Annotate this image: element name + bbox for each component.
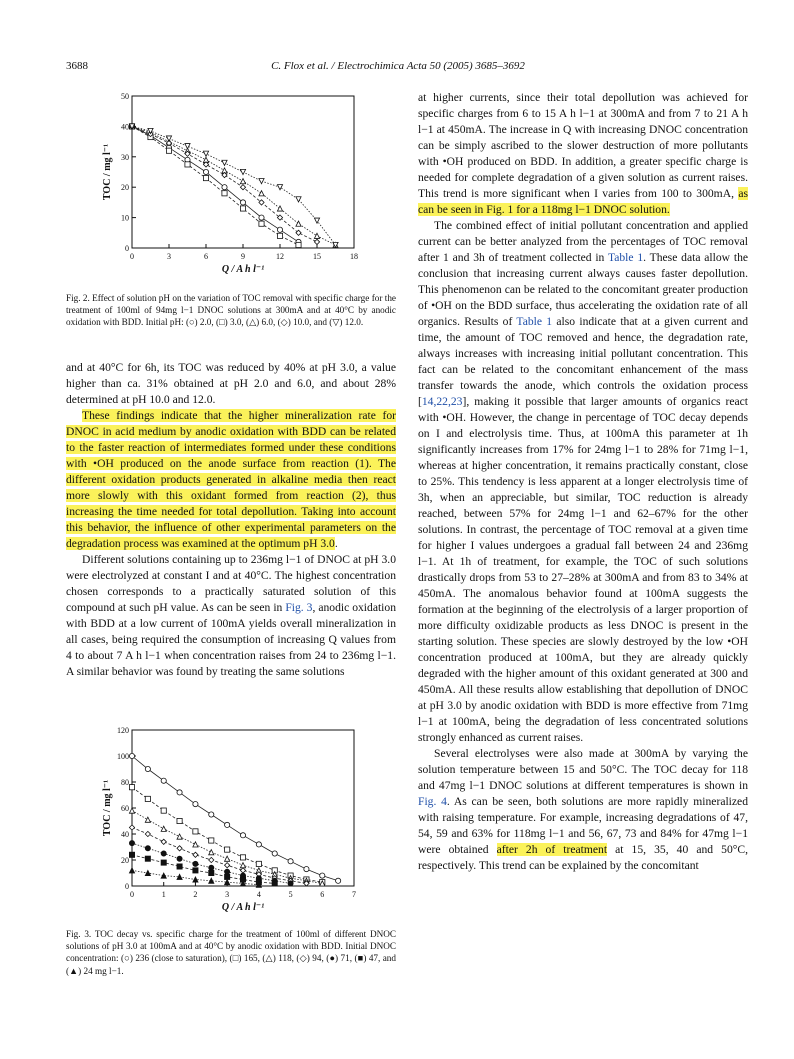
data-point bbox=[177, 846, 182, 851]
figure-3-chart bbox=[84, 722, 374, 918]
data-point bbox=[129, 852, 134, 857]
figure-2-chart bbox=[84, 88, 374, 280]
data-point bbox=[177, 864, 182, 869]
page-header bbox=[66, 60, 730, 76]
paragraph: These findings indicate that the higher mineralization rate for DNOC in acid medium by anodic oxidation with BDD can be related to the faster reaction of intermediates formed under these conditions with •OH produced on the anode surface from reaction (1). The different oxidation products generated in alkaline media then react more slowly with this oxidant formed from reaction (2), thus increasing the time needed for total depollution. Taking into account this behavior, the influence of other experimental parameters on the degradation process was examined at the optimum pH 3.0. bbox=[66, 409, 396, 550]
data-point bbox=[177, 834, 182, 839]
x-axis-label: Q / A h l⁻¹ bbox=[221, 264, 265, 275]
data-point bbox=[296, 221, 301, 226]
highlighted-passage: after 2h of treatment bbox=[496, 843, 608, 856]
paragraph: Several electrolyses were also made at 300mA by varying the solution temperature between 15 and 50°C. The TOC decay for 118 and 47mg l−1 DNOC solutions at different temperatures is shown in Fig. 4. As can be seen, both solutions are more rapidly mineralized with raising temperature. For example, increasing degradations of 47, 54, 59 and 63% for 118mg l−1 and 56, 67, 73 and 84% for 47mg l−1 were obtained after 2h of treatment at 15, 35, 40 and 50°C, respectively. This trend can be explained by the concomitant bbox=[418, 747, 749, 872]
x-tick-label: 7 bbox=[352, 890, 356, 899]
data-point bbox=[256, 861, 261, 866]
data-point bbox=[177, 856, 182, 861]
x-axis-label: Q / A h l⁻¹ bbox=[221, 902, 265, 913]
paragraph: Different solutions containing up to 236mg l−1 of DNOC at pH 3.0 were electrolyzed at constant I and at 40°C. The highest concentration chosen corresponds to a practically saturated solution of this compound at such pH value. As can be seen in Fig. 3, anodic oxidation with BDD at a low current of 100mA yields overall mineralization in all cases, being required the consumption of increasing Q values from 4 to about 7 A h l−1 when concentration raises from 24 to 236mg l−1. A similar behavior was found by treating the same solutions bbox=[66, 553, 397, 678]
y-tick-label: 20 bbox=[121, 856, 129, 865]
series-ph-10-0 bbox=[129, 124, 319, 245]
right-column bbox=[418, 90, 748, 874]
data-point bbox=[304, 867, 309, 872]
data-point bbox=[277, 206, 282, 211]
data-point bbox=[225, 856, 230, 861]
data-point bbox=[161, 826, 166, 831]
x-tick-label: 6 bbox=[204, 252, 208, 261]
data-point bbox=[185, 144, 190, 149]
x-tick-label: 3 bbox=[225, 890, 230, 899]
data-point bbox=[209, 870, 214, 875]
data-point bbox=[203, 169, 208, 174]
data-point bbox=[314, 233, 319, 238]
x-tick-label: 12 bbox=[276, 252, 284, 261]
x-tick-label: 4 bbox=[256, 890, 261, 899]
figure-3-caption: Fig. 3. TOC decay vs. specific charge for the treatment of 100ml of different DNOC solutions of pH 3.0 at 100mA and at 40°C by anodic oxidation with BDD. Initial DNOC concentration: (○) 236 (close to saturation), (□) 165, (△) 118, (◇) 94, (●) 71, (■) 47, and (▲) 24 mg l−1. bbox=[66, 929, 396, 976]
table-link[interactable]: Table 1 bbox=[516, 315, 553, 328]
x-tick-label: 6 bbox=[320, 890, 325, 899]
x-tick-label: 5 bbox=[288, 890, 293, 899]
data-point bbox=[256, 842, 261, 847]
series-line bbox=[132, 855, 275, 884]
data-point bbox=[277, 227, 282, 232]
data-point bbox=[277, 185, 282, 190]
data-point bbox=[161, 851, 166, 856]
data-point bbox=[129, 808, 134, 813]
data-point bbox=[272, 881, 277, 886]
y-tick-label: 50 bbox=[121, 92, 129, 101]
series-line bbox=[132, 828, 306, 884]
series-line bbox=[132, 126, 299, 241]
series-ph-2-0 bbox=[129, 124, 301, 245]
data-point bbox=[129, 753, 134, 758]
page-number: 3688 bbox=[66, 60, 88, 72]
citation-link[interactable]: 14,22,23 bbox=[421, 395, 463, 408]
data-point bbox=[145, 856, 150, 861]
data-point bbox=[259, 215, 264, 220]
data-point bbox=[225, 863, 230, 868]
y-tick-label: 80 bbox=[121, 778, 129, 787]
data-point bbox=[209, 865, 214, 870]
data-point bbox=[129, 868, 134, 873]
data-point bbox=[277, 233, 282, 238]
y-tick-label: 0 bbox=[125, 882, 129, 891]
data-point bbox=[145, 831, 150, 836]
x-tick-label: 15 bbox=[313, 252, 321, 261]
y-axis-label: TOC / mg l⁻¹ bbox=[102, 143, 113, 201]
y-tick-label: 100 bbox=[117, 752, 129, 761]
data-point bbox=[320, 873, 325, 878]
figure-2-caption: Fig. 2. Effect of solution pH on the variation of TOC removal with specific charge for the treatment of 100ml of 94mg l−1 DNOC solutions at 300mA and at 40°C by anodic oxidation with BDD. Initial pH: (○) 2.0, (□) 3.0, (△) 6.0, (◇) 10.0, and (▽) 12.0. bbox=[66, 293, 396, 328]
table-link[interactable]: Table 1 bbox=[607, 251, 644, 264]
data-point bbox=[129, 825, 134, 830]
data-point bbox=[145, 766, 150, 771]
series-line bbox=[132, 126, 336, 245]
data-point bbox=[225, 869, 230, 874]
data-point bbox=[193, 802, 198, 807]
y-tick-label: 30 bbox=[121, 152, 129, 162]
data-point bbox=[209, 838, 214, 843]
running-title: C. Flox et al. / Electrochimica Acta 50 (2005) 3685–3692 bbox=[271, 60, 525, 72]
x-tick-label: 0 bbox=[130, 252, 134, 261]
data-point bbox=[209, 850, 214, 855]
data-point bbox=[166, 148, 171, 153]
data-point bbox=[259, 200, 264, 205]
series-94 bbox=[129, 825, 309, 886]
data-point bbox=[129, 841, 134, 846]
data-point bbox=[240, 206, 245, 211]
data-point bbox=[177, 818, 182, 823]
data-point bbox=[145, 870, 150, 875]
y-axis-label: TOC / mg l⁻¹ bbox=[102, 779, 113, 837]
data-point bbox=[288, 881, 293, 886]
data-point bbox=[193, 829, 198, 834]
data-point bbox=[177, 790, 182, 795]
figure-link[interactable]: Fig. 4 bbox=[418, 795, 447, 808]
data-point bbox=[225, 847, 230, 852]
data-point bbox=[161, 778, 166, 783]
data-point bbox=[259, 191, 264, 196]
x-tick-label: 18 bbox=[350, 252, 358, 261]
data-point bbox=[336, 878, 341, 883]
data-point bbox=[145, 817, 150, 822]
data-point bbox=[185, 162, 190, 167]
data-point bbox=[161, 860, 166, 865]
data-point bbox=[193, 861, 198, 866]
paragraph: at higher currents, since their total depollution was achieved for specific charges from 6 to 15 A h l−1 at 300mA and from 7 to 21 A h l−1 at 450mA. The increase in Q with increasing DNOC concentration can be simply ascribed to the slower destruction of more pollutants with •OH produced on BDD. In addition, a greater specific charge is needed for complete degradation of a given solution as current raises. This trend is more significant when I varies from 100 to 300mA, as can be seen in Fig. 1 for a 118mg l−1 DNOC solution. bbox=[418, 91, 748, 216]
data-point bbox=[240, 833, 245, 838]
series-line bbox=[132, 126, 299, 245]
data-point bbox=[193, 852, 198, 857]
data-point bbox=[240, 863, 245, 868]
data-point bbox=[259, 221, 264, 226]
y-tick-label: 120 bbox=[117, 726, 129, 735]
data-point bbox=[288, 859, 293, 864]
paragraph: The combined effect of initial pollutant concentration and applied current can be better analyzed from the percentages of TOC removal after 1 and 3h of treatment collected in Table 1. These data allow the conclusion that increasing current always causes faster depollution. This phenomenon can be related to the concomitant greater production of •OH on the BDD surface, thus accelerating the oxidation rate of all organics. Results of Table 1 also indicate that at a given current and time, the amount of TOC removed and hence, the degradation rate, always increases with increasing initial pollutant concentration. This fact can be related to the concomitant enhancement of the mass transfer towards the anode, which controls the oxidation process [14,22,23], making it possible that larger amounts of organics react with •OH. However, the change in percentage of TOC decay depends on I and electrolysis time. Thus, at 100mA this parameter at 1h significantly increases from 17% for 24mg l−1 to 28% for 71mg l−1, whereas at higher concentration, it remains practically constant, close to 25%. This tendency is less apparent at a longer electrolysis time of 3h, when an appreciable, but similar, TOC reduction is already reached, between 57% for 24mg l−1 and 62–67% for the other solutions. In contrast, the percentage of TOC removal at a given time for higher I values undergoes a gradual fall between 24 and 236mg l−1. At 1h of treatment, for example, the TOC of such solutions drastically drops from 53 to 27–28% at 300mA and from 83 to 34% at 450mA. The anomalous behavior found at 100mA suggests the formation at the beginning of the electrolysis of a larger proportion of more difficulty oxidizable products as less DNOC is present in the starting solution. These species are slowly destroyed by the low •OH concentration produced at 100mA, but they are already quickly degraded with the higher amount of this oxidant generated at 300 and 450mA. All these results allow establishing that depollution of DNOC at pH 3.0 by anodic oxidation with BDD is more effective from 71mg l−1 at 100mA, being the degradation of less concentrated solutions strongly enhanced as current raises. bbox=[418, 219, 749, 744]
data-point bbox=[161, 808, 166, 813]
data-point bbox=[193, 877, 198, 882]
data-point bbox=[166, 136, 171, 141]
data-point bbox=[296, 197, 301, 202]
y-tick-label: 40 bbox=[121, 830, 129, 839]
x-tick-label: 0 bbox=[130, 890, 134, 899]
data-point bbox=[314, 239, 319, 244]
x-tick-label: 3 bbox=[167, 252, 171, 261]
data-point bbox=[129, 785, 134, 790]
series-ph-3-0 bbox=[129, 124, 301, 248]
data-point bbox=[209, 812, 214, 817]
y-tick-label: 10 bbox=[121, 213, 129, 223]
data-point bbox=[240, 200, 245, 205]
data-point bbox=[296, 242, 301, 247]
data-point bbox=[240, 185, 245, 190]
figure-link[interactable]: Fig. 3 bbox=[285, 601, 313, 614]
highlighted-passage: These findings indicate that the higher mineralization rate for DNOC in acid medium by anodic oxidation with BDD can be related to the faster reaction of intermediates formed under these conditions with •OH produced on the anode surface from reaction (1). The different oxidation products generated in alkaline media then react more slowly with this oxidant formed from reaction (2), thus increasing the time needed for total depollution. Taking into account this behavior, the influence of other experimental parameters on the degradation process was examined at the optimum pH 3.0 bbox=[66, 409, 396, 550]
highlighted-passage: as can be seen in Fig. 1 for a 118mg l−1 DNOC solution. bbox=[418, 187, 748, 216]
y-tick-label: 60 bbox=[121, 804, 129, 813]
y-tick-label: 20 bbox=[121, 183, 129, 193]
data-point bbox=[272, 851, 277, 856]
x-tick-label: 1 bbox=[161, 890, 166, 899]
y-tick-label: 0 bbox=[125, 244, 129, 253]
left-column-upper bbox=[66, 360, 396, 680]
x-tick-label: 2 bbox=[193, 890, 198, 899]
data-point bbox=[145, 796, 150, 801]
series-line bbox=[132, 126, 336, 245]
data-point bbox=[240, 868, 245, 873]
data-point bbox=[145, 846, 150, 851]
data-point bbox=[222, 185, 227, 190]
data-point bbox=[240, 855, 245, 860]
y-tick-label: 40 bbox=[121, 122, 129, 132]
data-point bbox=[161, 839, 166, 844]
data-point bbox=[203, 175, 208, 180]
data-point bbox=[209, 857, 214, 862]
data-point bbox=[225, 822, 230, 827]
paragraph: and at 40°C for 6h, its TOC was reduced by 40% at pH 3.0, a value higher than ca. 31% obtained at pH 2.0 and 6.0, and about 28% determined at pH 10.0 and 12.0. bbox=[66, 361, 396, 406]
data-point bbox=[259, 179, 264, 184]
data-point bbox=[222, 191, 227, 196]
data-point bbox=[222, 160, 227, 165]
x-tick-label: 9 bbox=[241, 252, 245, 261]
data-point bbox=[240, 169, 245, 174]
data-point bbox=[193, 868, 198, 873]
data-point bbox=[193, 842, 198, 847]
data-point bbox=[240, 179, 245, 184]
data-point bbox=[203, 151, 208, 156]
